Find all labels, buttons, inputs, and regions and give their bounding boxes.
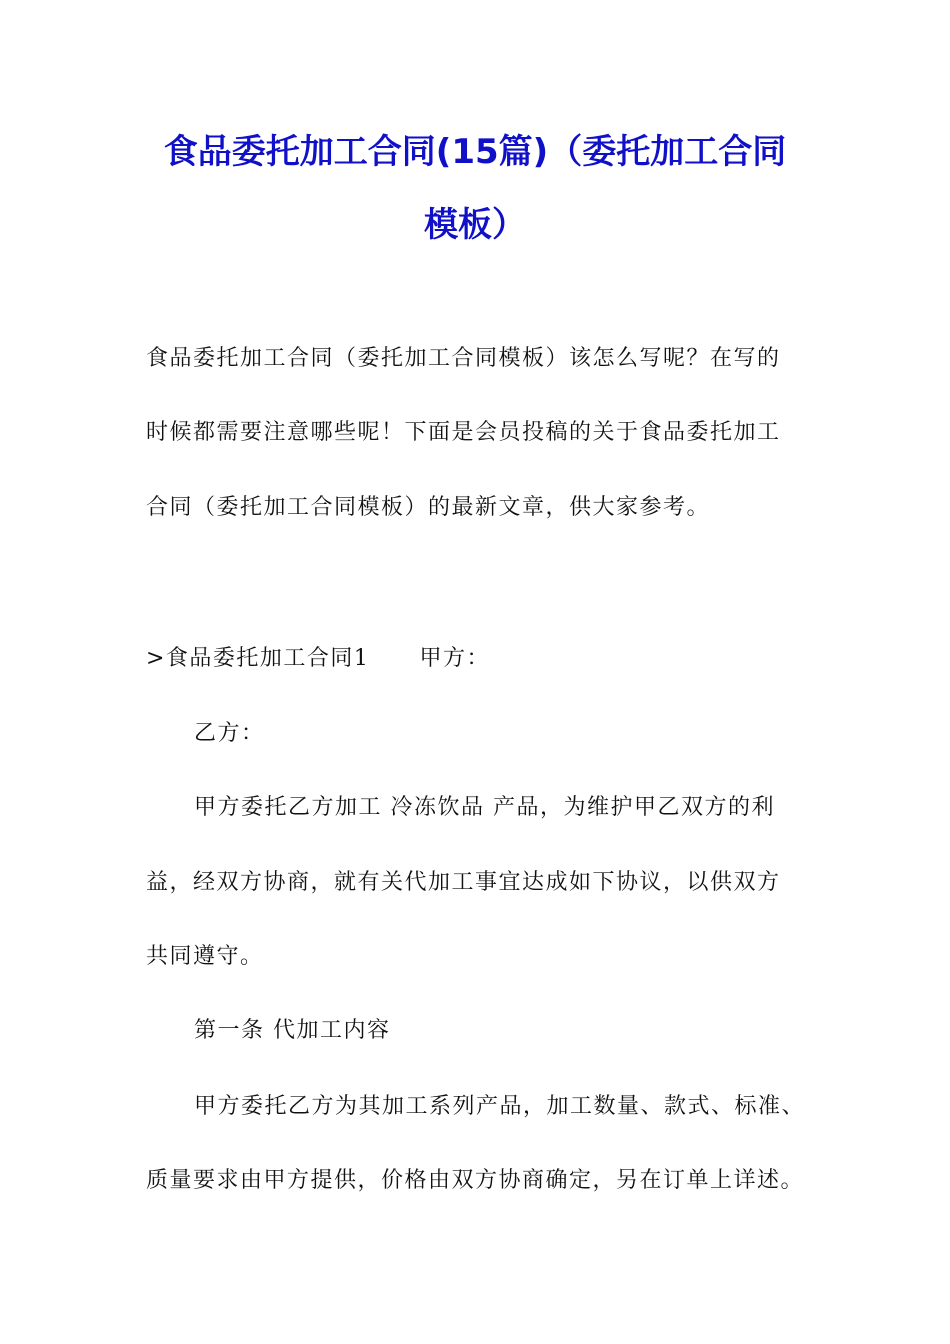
article-1-title: 第一条 代加工内容: [194, 1018, 391, 1043]
intro-line-3: 合同（委托加工合同模板）的最新文章，供大家参考。: [146, 495, 711, 520]
document-title-line-1: 食品委托加工合同(15篇)（委托加工合同: [163, 132, 787, 172]
intro-line-2: 时候都需要注意哪些呢！下面是会员投稿的关于食品委托加工: [146, 420, 781, 445]
party-b-label: 乙方：: [194, 721, 265, 746]
article-1-line-2: 质量要求由甲方提供，价格由双方协商确定，另在订单上详述。: [146, 1168, 805, 1193]
document-title-line-2: 模板）: [424, 205, 526, 245]
party-a-label: 甲方：: [419, 646, 490, 671]
paragraph-1-line-1: 甲方委托乙方加工 冷冻饮品 产品，为维护甲乙双方的利: [194, 795, 775, 820]
paragraph-1-line-2: 益，经双方协商，就有关代加工事宜达成如下协议，以供双方: [146, 870, 781, 895]
contract-heading-row: [146, 644, 490, 674]
contract-heading: >食品委托加工合同1: [146, 646, 370, 671]
intro-line-1: 食品委托加工合同（委托加工合同模板）该怎么写呢？在写的: [146, 346, 781, 371]
paragraph-1-line-3: 共同遵守。: [146, 944, 264, 969]
article-1-line-1: 甲方委托乙方为其加工系列产品，加工数量、款式、标准、: [194, 1094, 806, 1119]
